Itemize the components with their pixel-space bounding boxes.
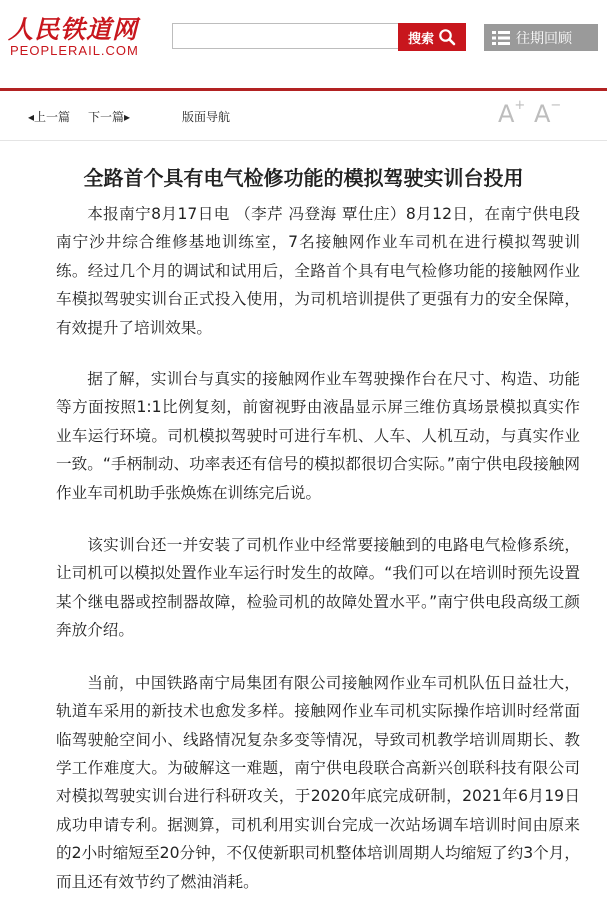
search-input[interactable] (173, 24, 398, 48)
logo-text: 人民铁道网 (8, 15, 139, 44)
font-increase-letter: A (498, 100, 515, 128)
site-header (0, 0, 607, 72)
search-box (172, 23, 398, 49)
font-increase-sign: + (514, 98, 526, 113)
page-navigation-link[interactable]: 版面导航 (182, 110, 231, 124)
article-paragraph: 据了解，实训台与真实的接触网作业车驾驶操作台在尺寸、构造、功能等方面按照1:1比例复刻，前窗视野由液晶显示屏三维仿真场景模拟真实作业车运行环境。司机模拟驾驶时可进行车机、人车、人机互动，与真实作业一致。“手柄制动、功率表还有信号的模拟都很切合实际。”南宁供电段接触网作业车司机助手张焕炼在训练完后说。 (56, 370, 580, 502)
next-article-link[interactable]: 下一篇▸ (88, 110, 131, 124)
article-paragraph: 该实训台还一并安装了司机作业中经常要接触到的电路电气检修系统，让司机可以模拟处置作业车运行时发生的故障。“我们可以在培训时预先设置某个继电器或控制器故障，检验司机的故障处置水平。”南宁供电段高级工颜奔放介绍。 (56, 536, 580, 640)
article-paragraph: 本报南宁8月17日电 （李芹 冯登海 覃仕庄）8月12日，在南宁供电段南宁沙井综合维修基地训练室，7名接触网作业车司机在进行模拟驾驶训练。经过几个月的调试和试用后，全路首个具有电气检修功能的接触网作业车模拟驾驶实训台正式投入使用，为司机培训提供了更强有力的安全保障，有效提升了培训效果。 (56, 205, 580, 337)
article-title: 全路首个具有电气检修功能的模拟驾驶实训台投用 (83, 166, 524, 191)
search-icon (438, 28, 456, 46)
font-decrease-sign: − (550, 98, 562, 113)
past-issues-label: 往期回顾 (516, 30, 572, 47)
logo-subtext: PEOPLERAIL.COM (10, 43, 139, 58)
past-issues-button[interactable] (484, 24, 598, 51)
article-body (56, 200, 580, 920)
article-paragraph: 当前，中国铁路南宁局集团有限公司接触网作业车司机队伍日益壮大，轨道车采用的新技术也愈发多样。接触网作业车司机实际操作培训时经常面临驾驶舱空间小、线路情况复杂多变等情况，导致司机教学培训周期长、教学工作难度大。为破解这一难题，南宁供电段联合高新兴创联科技有限公司对模拟驾驶实训台进行科研攻关，于2020年底完成研制，2021年6月19日成功申请专利。据测算，司机利用实训台完成一次站场调车培训时间由原来的2小时缩短至20分钟，不仅使新职司机整体培训周期人均缩短了约3个月，而且还有效节约了燃油消耗。 (56, 673, 580, 891)
site-logo[interactable] (8, 10, 140, 66)
list-icon (492, 31, 510, 45)
font-decrease-button[interactable] (534, 100, 561, 128)
font-increase-button[interactable] (498, 100, 525, 128)
font-decrease-letter: A (534, 100, 551, 128)
article-nav (0, 92, 607, 136)
header-divider (0, 88, 607, 91)
prev-article-link[interactable]: ◂上一篇 (28, 110, 71, 124)
search-button[interactable] (398, 23, 466, 51)
nav-divider (0, 140, 607, 141)
search-button-label: 搜索 (407, 31, 434, 47)
